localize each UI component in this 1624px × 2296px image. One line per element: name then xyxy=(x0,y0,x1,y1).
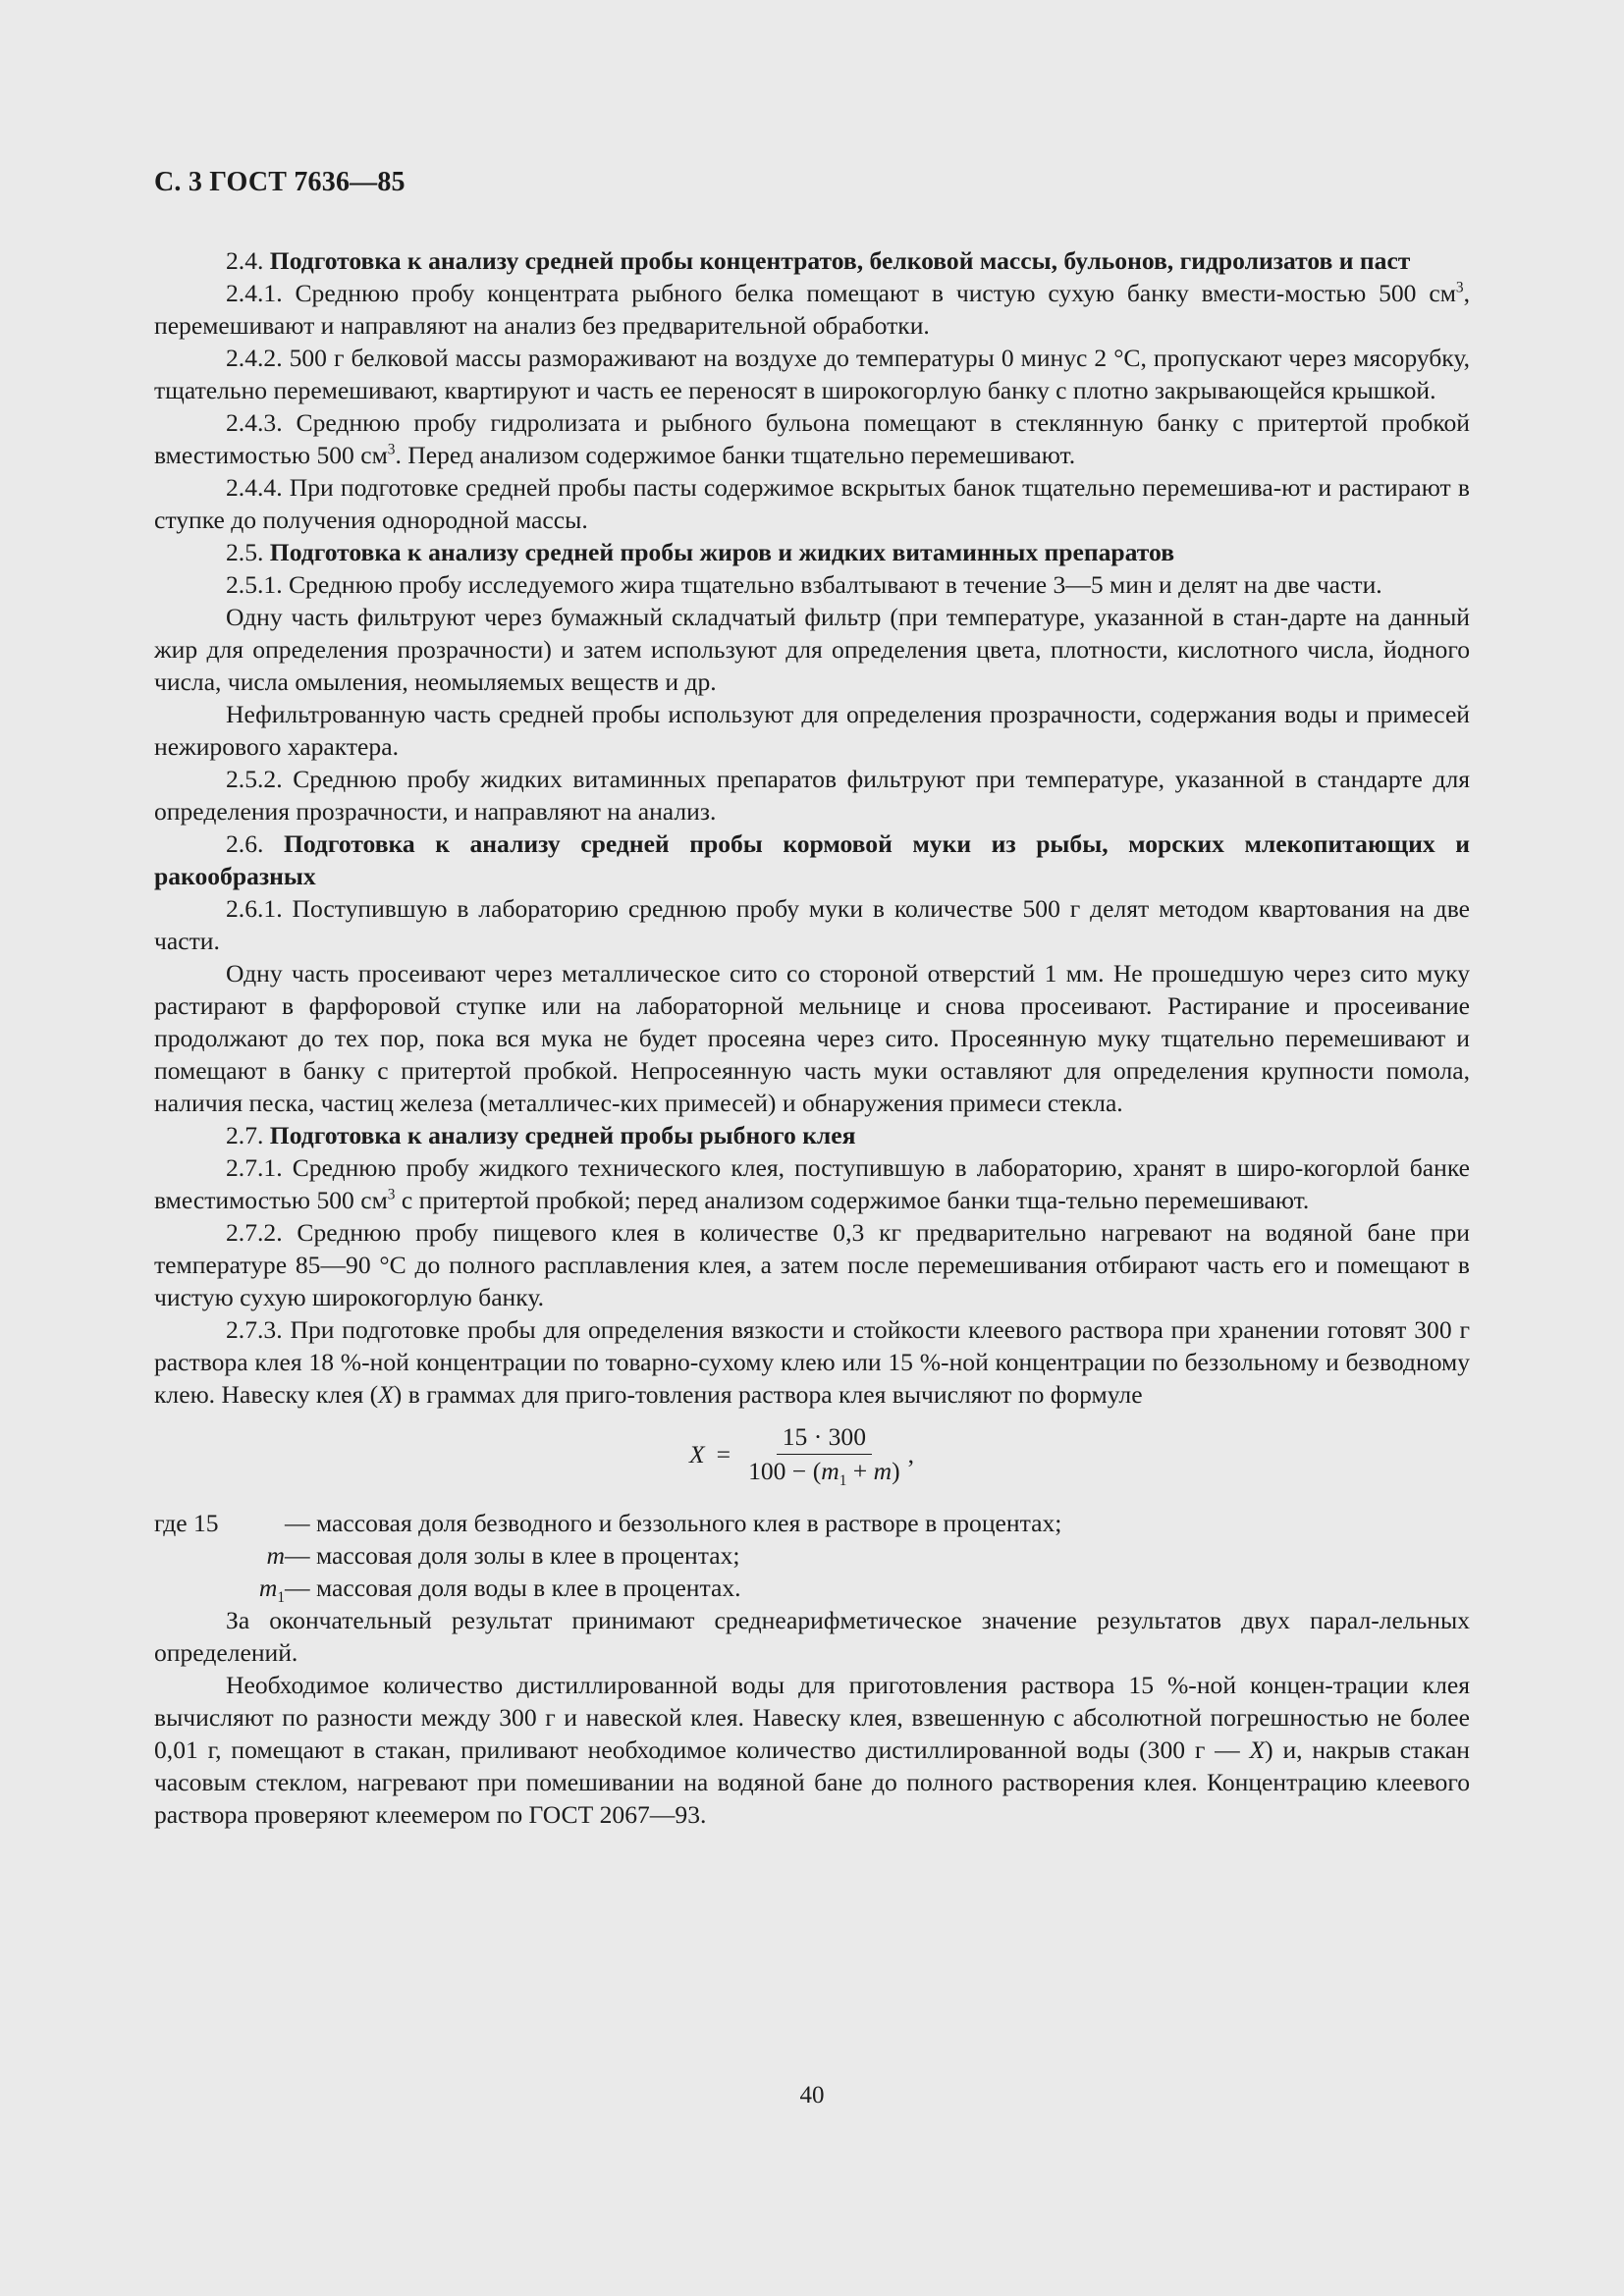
paragraph-2-4-4: 2.4.4. При подготовке средней пробы пасты содержимое вскрытых банок тщательно перемешива-ют и растирают в ступке до получения однородной массы. xyxy=(154,473,1470,534)
paragraph-unfiltered-part: Нефильтрованную часть средней пробы используют для определения прозрачности, содержания воды и примесей нежирового характера. xyxy=(154,700,1470,761)
where-description: — массовая доля воды в клее в процентах. xyxy=(285,1574,741,1602)
paragraph-flour-sieving: Одну часть просеивают через металлическое сито со стороной отверстий 1 мм. Не прошедшую через сито муку растирают в фарфоровой ступке или на лабораторной мельнице и снова просеивают. Растирание и просеивание продолжают до тех пор, пока вся мука не будет просеяна через сито. Просеянную муку тщательно перемешивают и помещают в банку с притертой пробкой. Непросеянную часть муки оставляют для определения крупности помола, наличия песка, частиц железа (металличес-ких примесей) и обнаружения примеси стекла. xyxy=(154,959,1470,1117)
denominator-part: 100 − ( xyxy=(748,1457,822,1485)
where-symbol: m xyxy=(266,1541,285,1570)
where-symbol xyxy=(154,1572,285,1607)
superscript: 3 xyxy=(1455,279,1464,296)
subscript: 1 xyxy=(277,1589,285,1607)
where-symbol: где 15 xyxy=(154,1509,219,1537)
section-number: 2.5. xyxy=(226,538,264,566)
superscript: 3 xyxy=(387,441,396,458)
section-title: Подготовка к анализу средней пробы жиров и жидких витаминных препаратов xyxy=(269,538,1175,566)
section-heading-2-6 xyxy=(154,828,1470,892)
variable-m1: m xyxy=(258,1574,278,1602)
denominator-part: ) xyxy=(892,1457,900,1485)
variable-m1: m xyxy=(821,1457,839,1485)
paragraph-2-7-1 xyxy=(154,1151,1470,1216)
paragraph-text: с притертой пробкой; перед анализом содержимое банки тща-тельно перемешивают. xyxy=(395,1186,1310,1214)
formula-numerator: 15 · 300 xyxy=(777,1422,872,1455)
paragraph-2-4-1 xyxy=(154,277,1470,342)
paragraph-2-7-2: 2.7.2. Среднюю пробу пищевого клея в количестве 0,3 кг предварительно нагревают на водяной бане при температуре 85—90 °С до полного расплавления клея, а затем после перемешивания отбирают часть его и помещают в чистую сухую широкогорлую банку. xyxy=(154,1218,1470,1311)
subscript: 1 xyxy=(839,1472,847,1490)
formula-lhs: X xyxy=(689,1440,705,1468)
page-number: 40 xyxy=(799,2082,825,2109)
paragraph-text: ) в граммах для приго-товления раствора клея вычисляют по формуле xyxy=(393,1380,1143,1409)
paragraph-2-6-1: 2.6.1. Поступившую в лабораторию среднюю пробу муки в количестве 500 г делят методом квартования на две части. xyxy=(154,894,1470,955)
section-number: 2.7. xyxy=(226,1121,264,1149)
paragraph-text: Необходимое количество дистиллированной воды для приготовления раствора 15 %-ной концен-трации клея вычисляют по разности между 300 г и навеской клея. Навеску клея, взвешенную с абсолютной погрешностью не более 0,01 г, помещают в стакан, приливают необходимое количество дистиллированной воды (300 г — xyxy=(154,1671,1470,1764)
section-number: 2.6. xyxy=(226,829,264,858)
paragraph-2-7-3 xyxy=(154,1313,1470,1411)
paragraph-text: 2.7.1. Среднюю пробу жидкого технического клея, поступившую в лабораторию, хранят в широ-когорлой банке вместимостью 500 см xyxy=(154,1153,1470,1214)
paragraph-final-result: За окончательный результат принимают среднеарифметическое значение результатов двух парал-лельных определений. xyxy=(154,1606,1470,1667)
formula-equals: = xyxy=(716,1440,731,1468)
paragraph-distilled-water xyxy=(154,1669,1470,1831)
formula-comma: , xyxy=(907,1440,915,1468)
formula-fraction xyxy=(742,1422,906,1490)
section-number: 2.4. xyxy=(226,246,264,275)
formula-expression xyxy=(689,1422,915,1490)
paragraph-text: 2.7.3. При подготовке пробы для определения вязкости и стойкости клеевого раствора при хранении готовят 300 г раствора клея 18 %-ной концентрации по товарно-сухому клею или 15 %-ной концентрации по беззольному и безводному клею. Навеску клея ( xyxy=(154,1315,1470,1409)
paragraph-text: 2.4.1. Среднюю пробу концентрата рыбного белка помещают в чистую сухую банку вмести-мостью 500 см xyxy=(226,279,1456,307)
where-description: — массовая доля золы в клее в процентах; xyxy=(285,1541,740,1570)
section-heading-2-4 xyxy=(154,244,1470,277)
page-header: С. 3 ГОСТ 7636—85 xyxy=(154,167,406,197)
document-body xyxy=(154,244,1470,1831)
paragraph-2-4-3 xyxy=(154,406,1470,471)
paragraph-2-5-2: 2.5.2. Среднюю пробу жидких витаминных препаратов фильтруют при температуре, указанной в стандарте для определения прозрачности, и направляют на анализ. xyxy=(154,765,1470,826)
formula-denominator xyxy=(742,1455,906,1490)
where-item-15 xyxy=(154,1507,1470,1539)
paragraph-text: ) и, накрыв стакан часовым стеклом, нагревают при помешивании на водяной бане до полного растворения клея. Концентрацию клеевого раствора проверяют клеемером по ГОСТ 2067—93. xyxy=(154,1735,1471,1829)
section-title: Подготовка к анализу средней пробы рыбного клея xyxy=(269,1121,856,1149)
where-item-m1 xyxy=(154,1572,1470,1607)
paragraph-2-4-2: 2.4.2. 500 г белковой массы размораживают на воздухе до температуры 0 минус 2 °С, пропускают через мясорубку, тщательно перемешивают, квартируют и часть ее переносят в широкогорлую банку с плотно закрывающейся крышкой. xyxy=(154,344,1470,404)
paragraph-text: . Перед анализом содержимое банки тщательно перемешивают. xyxy=(395,441,1076,469)
variable-m: m xyxy=(873,1457,893,1485)
paragraph-2-5-1: 2.5.1. Среднюю пробу исследуемого жира тщательно взбалтывают в течение 3—5 мин и делят на две части. xyxy=(226,570,1382,599)
section-title: Подготовка к анализу средней пробы кормовой муки из рыбы, морских млекопитающих и ракообразных xyxy=(154,829,1470,890)
section-heading-2-7 xyxy=(154,1119,1470,1151)
superscript: 3 xyxy=(387,1186,396,1203)
denominator-part: + xyxy=(846,1457,874,1485)
section-heading-2-5 xyxy=(154,536,1470,568)
paragraph-fat-filtering: Одну часть фильтруют через бумажный складчатый фильтр (при температуре, указанной в стан-дарте на данный жир для определения прозрачности) и затем используют для определения цвета, плотности, кислотного числа, йодного числа, числа омыления, неомыляемых веществ и др. xyxy=(154,603,1470,696)
paragraph-text: 2.4.3. Среднюю пробу гидролизата и рыбного бульона помещают в стеклянную банку с притертой пробкой вместимостью 500 см xyxy=(154,408,1470,469)
section-title: Подготовка к анализу средней пробы концентратов, белковой массы, бульонов, гидролизатов и паст xyxy=(269,246,1411,275)
where-item-m xyxy=(154,1539,1470,1572)
paragraph-text: , перемешивают и направляют на анализ без предварительной обработки. xyxy=(154,279,1470,340)
variable-x: X xyxy=(1249,1735,1266,1764)
where-description: — массовая доля безводного и беззольного клея в растворе в процентах; xyxy=(285,1509,1062,1537)
variable-x: X xyxy=(378,1380,394,1409)
formula xyxy=(154,1411,1470,1507)
